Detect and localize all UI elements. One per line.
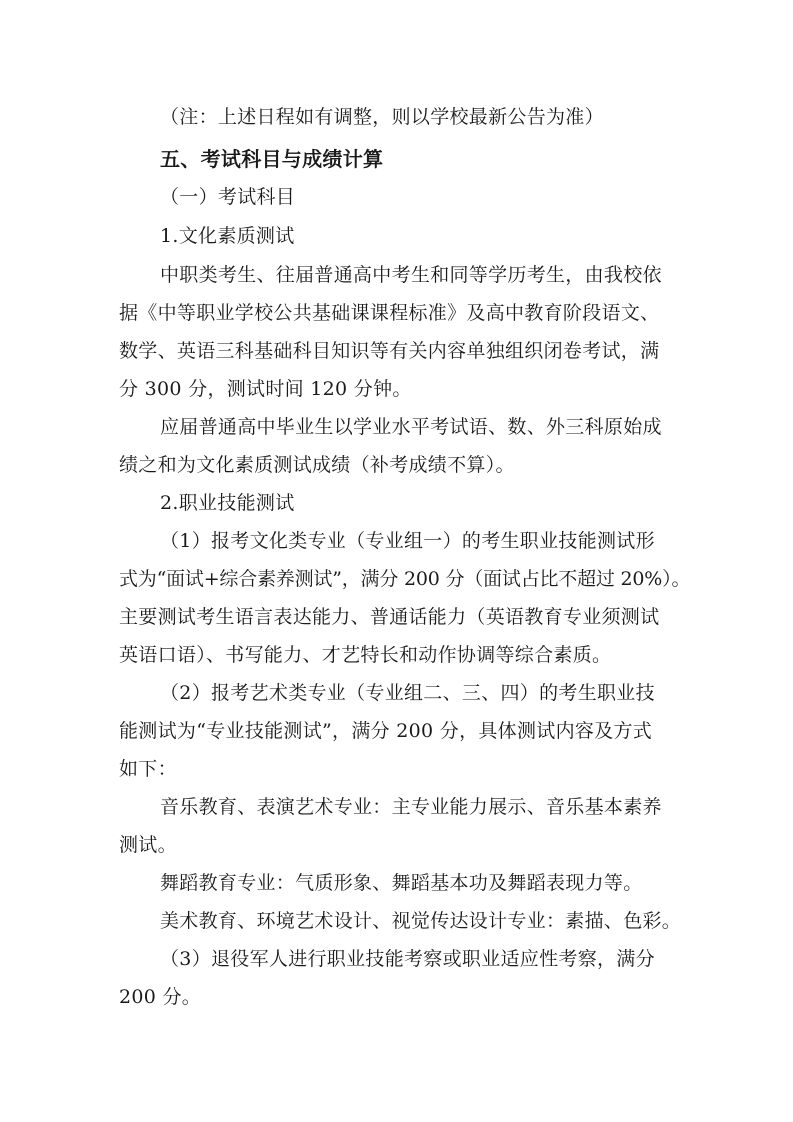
- paragraph-line: （2）报考艺术类专业（专业组二、三、四）的考生职业技: [160, 682, 655, 704]
- subsection-heading: （一）考试科目: [160, 186, 296, 208]
- paragraph-line: 中职类考生、往届普通高中考生和同等学历考生，由我校依: [160, 264, 662, 286]
- section-heading: 五、考试科目与成绩计算: [160, 147, 384, 171]
- paragraph-line: 如下：: [119, 758, 177, 780]
- paragraph-fine-arts: 美术教育、环境艺术设计、视觉传达设计专业：素描、色彩。: [160, 910, 682, 932]
- paragraph-line: 式为“面试+综合素养测试”，满分 200 分（面试占比不超过 20%）。: [119, 568, 691, 590]
- paragraph-line: 能测试为“专业技能测试”，满分 200 分，具体测试内容及方式: [119, 720, 653, 742]
- paragraph-line: 应届普通高中毕业生以学业水平考试语、数、外三科原始成: [160, 416, 662, 438]
- paragraph-dance: 舞蹈教育专业：气质形象、舞蹈基本功及舞蹈表现力等。: [160, 872, 643, 894]
- paragraph-line: 主要测试考生语言表达能力、普通话能力（英语教育专业须测试: [119, 606, 660, 628]
- paragraph-line: 英语口语）、书写能力、才艺特长和动作协调等综合素质。: [119, 644, 612, 666]
- paragraph-line: 绩之和为文化素质测试成绩（补考成绩不算）。: [119, 454, 515, 476]
- paragraph-line: 分 300 分，测试时间 120 分钟。: [119, 378, 412, 400]
- paragraph-line: 200 分。: [119, 986, 202, 1008]
- paragraph-line: （1）报考文化类专业（专业组一）的考生职业技能测试形: [160, 530, 655, 552]
- paragraph-line: 音乐教育、表演艺术专业：主专业能力展示、音乐基本素养: [160, 796, 662, 818]
- schedule-note: （注：上述日程如有调整，则以学校最新公告为准）: [160, 106, 604, 128]
- paragraph-line: 数学、英语三科基础科目知识等有关内容单独组织闭卷考试，满: [119, 340, 660, 362]
- paragraph-line: （3）退役军人进行职业技能考察或职业适应性考察，满分: [160, 948, 655, 970]
- paragraph-line: 测试。: [119, 834, 177, 856]
- item-heading-culture-test: 1.文化素质测试: [160, 225, 295, 247]
- item-heading-skill-test: 2.职业技能测试: [160, 492, 295, 514]
- paragraph-line: 据《中等职业学校公共基础课课程标准》及高中教育阶段语文、: [119, 302, 660, 324]
